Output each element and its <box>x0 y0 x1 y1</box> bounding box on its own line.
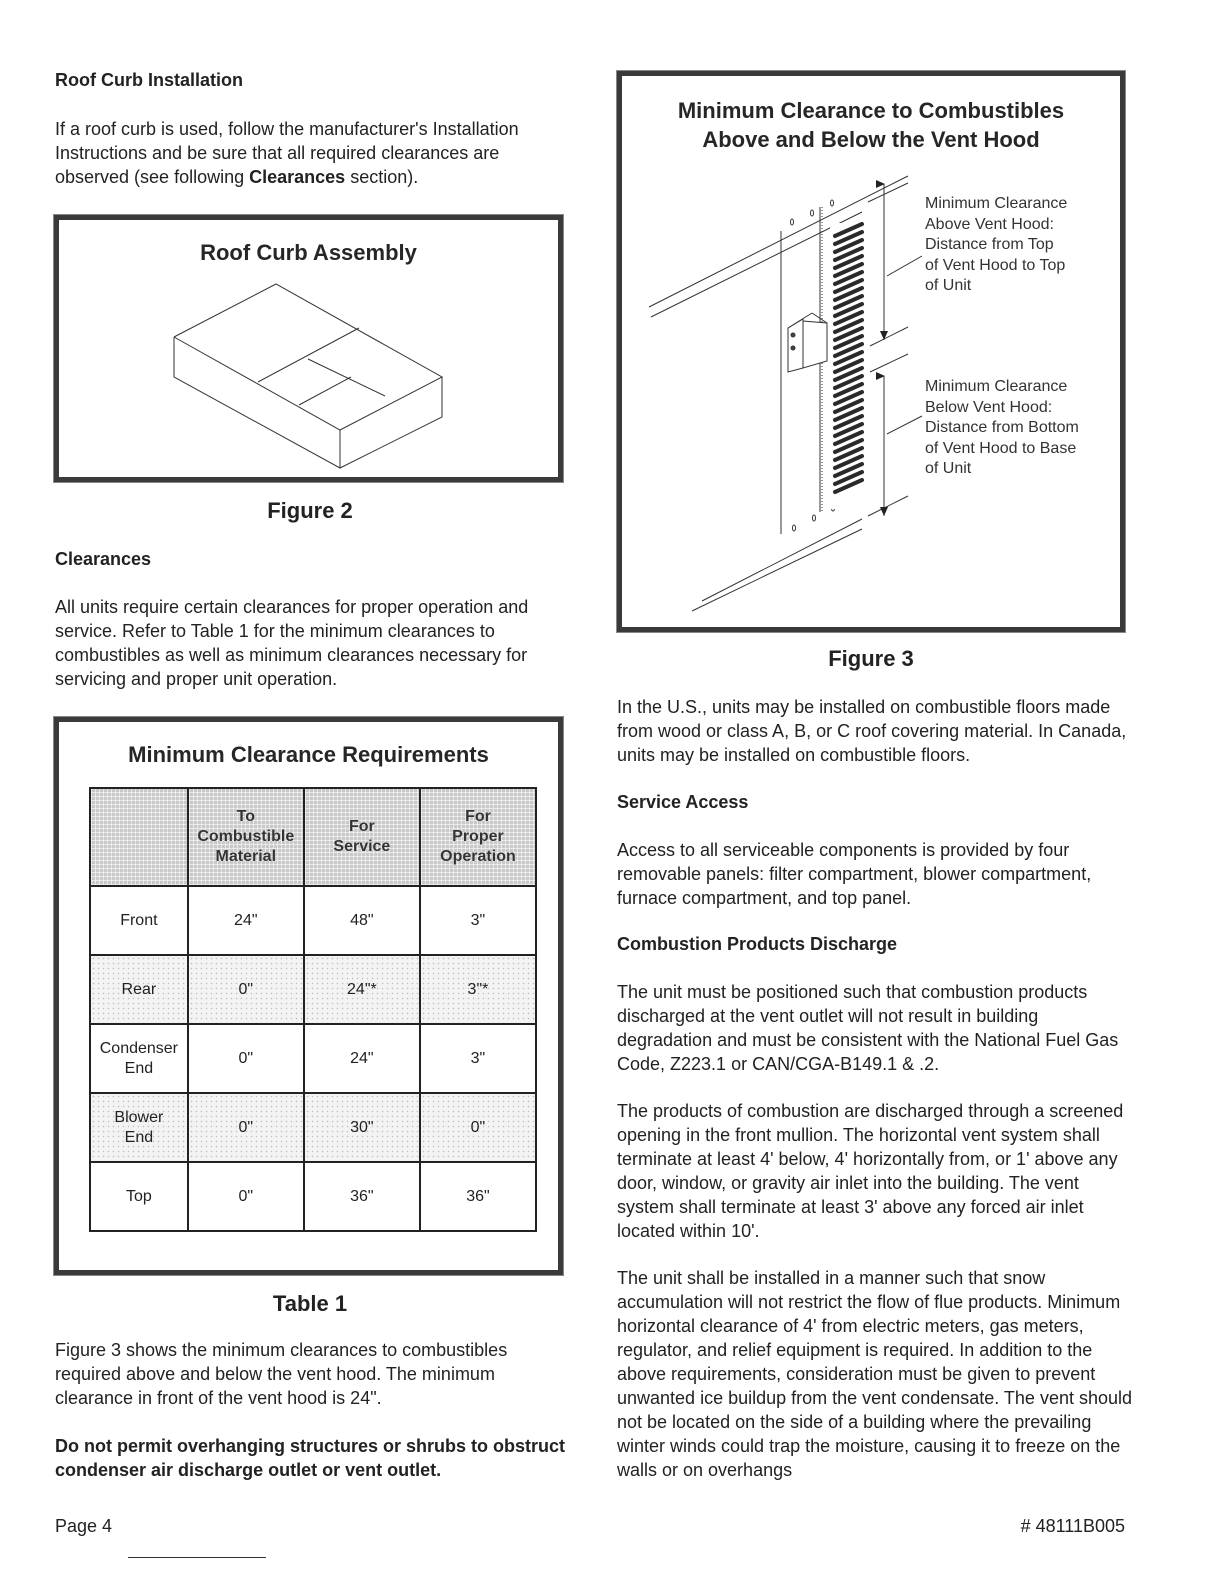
row-label: Front <box>90 886 188 955</box>
figure-3-note-paragraph: Figure 3 shows the minimum clearances to combustibles required above and below the vent hood. The minimum clearance in front of the vent hood is 24". <box>55 1340 508 1408</box>
cell-operation: 0" <box>420 1093 536 1162</box>
combustion-products-heading: Combustion Products Discharge <box>617 934 898 954</box>
cell-service: 48" <box>304 886 420 955</box>
cell-service: 36" <box>304 1162 420 1231</box>
row-label: Blower End <box>90 1093 188 1162</box>
link-underline[interactable] <box>128 1557 266 1558</box>
figure-3-vent-hood-clearance <box>617 71 1125 632</box>
figure-3-caption: Figure 3 <box>828 646 914 671</box>
table-row-blower-end <box>90 1093 536 1162</box>
cell-service: 30" <box>304 1093 420 1162</box>
table-row-condenser-end <box>90 1024 536 1093</box>
cell-service: 24" <box>304 1024 420 1093</box>
roof-curb-installation-paragraph: If a roof curb is used, follow the manufacturer's Installation Instructions and be sure that all required clearances are observed (see following Clearances section). <box>55 119 519 187</box>
combustion-products-paragraph-2: The products of combustion are discharged through a screened opening in the front mullion. The horizontal vent system shall terminate at least 4' below, 4' horizontally from, or 1' above any door, window, or gravity air inlet into the building. The vent system shall terminate at least 3' above any forced air inlet located within 10'. <box>617 1101 1124 1241</box>
label-clearance-below-vent-hood: Minimum Clearance Below Vent Hood: Distance from Bottom of Vent Hood to Base of Unit <box>925 378 1079 477</box>
cell-combustible: 0" <box>188 1162 304 1231</box>
cell-combustible: 0" <box>188 955 304 1024</box>
table-1-title: Minimum Clearance Requirements <box>128 742 489 767</box>
cell-operation: 3" <box>420 1024 536 1093</box>
row-label: Condenser End <box>90 1024 188 1093</box>
warning-paragraph: Do not permit overhanging structures or shrubs to obstruct condenser air discharge outlet or vent outlet. <box>55 1436 566 1480</box>
service-access-paragraph: Access to all serviceable components is provided by four removable panels: filter compartment, blower compartment, furnace compartment, and top panel. <box>617 840 1092 908</box>
table-row-rear <box>90 955 536 1024</box>
header-for-service: For Service <box>304 788 420 886</box>
table-row-top <box>90 1162 536 1231</box>
header-for-proper-operation: For Proper Operation <box>420 788 536 886</box>
figure-2-caption: Figure 2 <box>267 498 353 523</box>
roof-curb-installation-heading: Roof Curb Installation <box>55 70 243 90</box>
figure-2-roof-curb-assembly <box>54 215 563 482</box>
clearances-heading: Clearances <box>55 549 152 569</box>
figure-2-title: Roof Curb Assembly <box>200 240 417 265</box>
cell-combustible: 0" <box>188 1093 304 1162</box>
combustion-products-paragraph-1: The unit must be positioned such that combustion products discharged at the vent outlet will not result in building degradation and must be consistent with the National Fuel Gas Code, Z223.1 or CAN/CGA-B149.1 & .2. <box>617 982 1119 1074</box>
table-header-row <box>90 788 536 886</box>
table-1-minimum-clearance-requirements <box>54 717 563 1275</box>
clearance-table <box>89 787 537 1232</box>
header-to-combustible: To Combustible Material <box>188 788 304 886</box>
service-access-heading: Service Access <box>617 792 749 812</box>
clearances-paragraph: All units require certain clearances for proper operation and service. Refer to Table 1 for the minimum clearances to combustibles as well as minimum clearances necessary for servicing and proper unit operation. <box>55 597 529 689</box>
document-number: # 48111B005 <box>1020 1516 1125 1536</box>
table-row-front <box>90 886 536 955</box>
cell-service: 24"* <box>304 955 420 1024</box>
combustion-products-paragraph-3: The unit shall be installed in a manner such that snow accumulation will not restrict the flow of flue products. Minimum horizontal clearance of 4' from electric meters, gas meters, regulator, and relief equipment is required. In addition to the above requirements, consideration must be given to prevent unwanted ice buildup from the vent condensate. The vent should not be located on the side of a building where the prevailing winter winds could trap the moisture, causing it to freeze on the walls or on overhangs <box>617 1268 1133 1480</box>
cell-operation: 36" <box>420 1162 536 1231</box>
label-clearance-above-vent-hood: Minimum Clearance Above Vent Hood: Distance from Top of Vent Hood to Top of Unit <box>925 195 1068 294</box>
page-number: Page 4 <box>55 1516 113 1536</box>
row-label: Top <box>90 1162 188 1231</box>
cell-operation: 3"* <box>420 955 536 1024</box>
cell-combustible: 0" <box>188 1024 304 1093</box>
vent-hood-drawing-icon <box>622 76 1120 627</box>
clearances-reference: Clearances <box>249 167 346 187</box>
combustible-floors-paragraph: In the U.S., units may be installed on combustible floors made from wood or class A, B, or C roof covering material. In Canada, units may be installed on combustible floors. <box>617 697 1127 765</box>
table-1-caption: Table 1 <box>272 1291 348 1316</box>
header-location <box>90 788 188 886</box>
figure-3-title: Minimum Clearance to Combustibles Above and Below the Vent Hood <box>677 98 1065 152</box>
row-label: Rear <box>90 955 188 1024</box>
cell-combustible: 24" <box>188 886 304 955</box>
roof-curb-drawing-icon <box>59 220 558 477</box>
cell-operation: 3" <box>420 886 536 955</box>
